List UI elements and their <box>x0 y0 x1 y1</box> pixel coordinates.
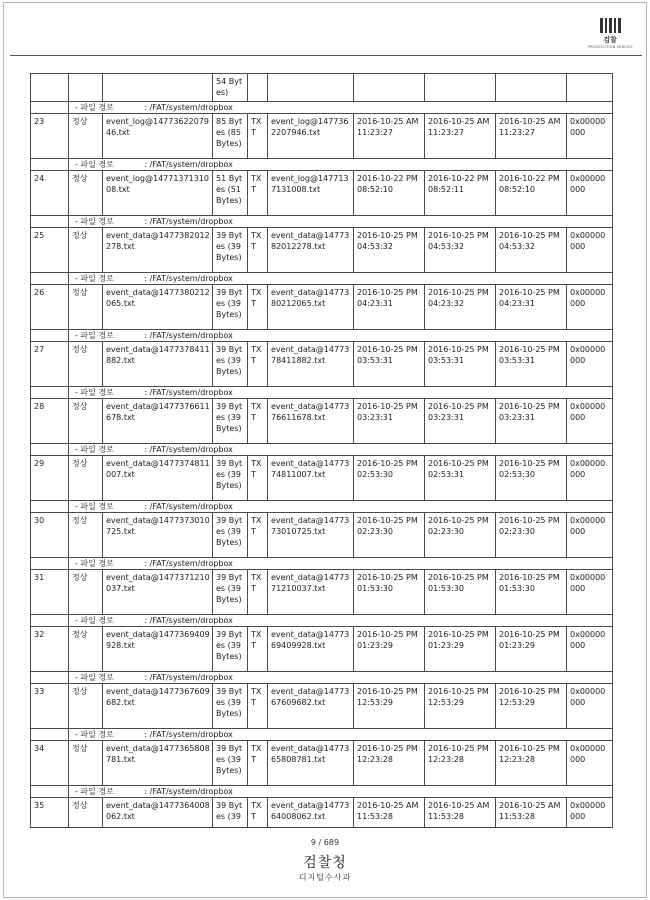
table-row <box>31 398 613 443</box>
created-time-cell: 2016-10-25 PM 03:53:31 <box>354 341 425 386</box>
path-separator: : <box>144 729 148 739</box>
modified-time-cell: 2016-10-25 PM 01:53:30 <box>425 569 496 614</box>
accessed-time-cell: 2016-10-25 PM 02:53:30 <box>496 455 567 500</box>
row-number-cell: 23 <box>31 113 69 158</box>
table-row <box>31 284 613 329</box>
size-cell: 39 Bytes (39 Bytes) <box>213 512 248 557</box>
extension-cell: TXT <box>248 227 268 272</box>
extension-cell: TXT <box>248 569 268 614</box>
original-name-cell: event_data@1477365808781.txt <box>268 740 354 785</box>
attribute-cell: 0x00000000 <box>567 341 613 386</box>
file-path-cell <box>69 272 613 284</box>
path-value: /FAT/system/dropbox <box>149 102 233 112</box>
extension-cell: TXT <box>248 455 268 500</box>
file-name-cell: event_data@1477378411882.txt <box>103 341 213 386</box>
path-separator: : <box>144 672 148 682</box>
path-separator: : <box>144 216 148 226</box>
size-cell: 39 Bytes (39 Bytes) <box>213 398 248 443</box>
row-number-cell: 27 <box>31 341 69 386</box>
row-number-cell: 35 <box>31 797 69 827</box>
extension-cell: TXT <box>248 683 268 728</box>
path-value: /FAT/system/dropbox <box>149 729 233 739</box>
extension-cell: TXT <box>248 113 268 158</box>
extension-cell: TXT <box>248 284 268 329</box>
modified-time-cell: 2016-10-22 PM 08:52:11 <box>425 170 496 215</box>
path-separator: : <box>144 273 148 283</box>
file-name-cell: event_data@1477367609682.txt <box>103 683 213 728</box>
modified-time-cell: 2016-10-25 PM 03:53:31 <box>425 341 496 386</box>
attribute-cell: 0x00000000 <box>567 113 613 158</box>
accessed-time-cell: 2016-10-25 PM 12:23:28 <box>496 740 567 785</box>
created-time-cell: 2016-10-25 AM 11:53:28 <box>354 797 425 827</box>
accessed-time-cell: 2016-10-25 PM 01:23:29 <box>496 626 567 671</box>
continuation-row <box>31 74 613 102</box>
modified-time-cell: 2016-10-25 PM 03:23:31 <box>425 398 496 443</box>
status-cell: 정상 <box>69 227 103 272</box>
path-label: - 파일 경로 <box>75 672 114 682</box>
path-separator: : <box>144 330 148 340</box>
path-separator: : <box>144 159 148 169</box>
size-cell: 39 Bytes (39 <box>213 797 248 827</box>
logo-text: 검찰 <box>603 36 617 44</box>
original-name-cell: event_data@1477374811007.txt <box>268 455 354 500</box>
file-path-row <box>31 215 613 227</box>
accessed-time-cell: 2016-10-25 PM 12:53:29 <box>496 683 567 728</box>
file-path-row <box>31 386 613 398</box>
file-path-cell <box>69 386 613 398</box>
original-name-cell: event_data@1477382012278.txt <box>268 227 354 272</box>
status-cell: 정상 <box>69 683 103 728</box>
table-row <box>31 569 613 614</box>
path-value: /FAT/system/dropbox <box>149 501 233 511</box>
status-cell: 정상 <box>69 626 103 671</box>
path-value: /FAT/system/dropbox <box>149 558 233 568</box>
header-rule <box>10 55 642 56</box>
path-label: - 파일 경로 <box>75 786 114 796</box>
path-value: /FAT/system/dropbox <box>149 159 233 169</box>
file-name-cell: event_data@1477376611678.txt <box>103 398 213 443</box>
table-row <box>31 170 613 215</box>
file-name-cell: event_data@1477369409928.txt <box>103 626 213 671</box>
modified-time-cell: 2016-10-25 PM 04:23:32 <box>425 284 496 329</box>
file-path-row <box>31 329 613 341</box>
path-value: /FAT/system/dropbox <box>149 786 233 796</box>
created-time-cell: 2016-10-25 PM 04:53:32 <box>354 227 425 272</box>
file-path-row <box>31 101 613 113</box>
created-time-cell: 2016-10-25 PM 12:23:28 <box>354 740 425 785</box>
path-label: - 파일 경로 <box>75 330 114 340</box>
row-number-cell: 25 <box>31 227 69 272</box>
status-cell: 정상 <box>69 740 103 785</box>
path-label: - 파일 경로 <box>75 501 114 511</box>
file-path-cell <box>69 101 613 113</box>
modified-time-cell: 2016-10-25 PM 12:23:28 <box>425 740 496 785</box>
original-name-cell: event_data@1477369409928.txt <box>268 626 354 671</box>
page-number: 9 / 689 <box>310 838 340 847</box>
extension-cell: TXT <box>248 512 268 557</box>
table-row <box>31 341 613 386</box>
status-cell: 정상 <box>69 512 103 557</box>
path-value: /FAT/system/dropbox <box>149 273 233 283</box>
created-time-cell: 2016-10-25 PM 01:23:29 <box>354 626 425 671</box>
file-path-cell <box>69 614 613 626</box>
logo-bars-icon <box>588 18 632 33</box>
file-name-cell: event_data@1477371210037.txt <box>103 569 213 614</box>
original-name-cell: event_data@1477380212065.txt <box>268 284 354 329</box>
path-separator: : <box>144 786 148 796</box>
file-path-row <box>31 614 613 626</box>
file-name-cell: event_data@1477374811007.txt <box>103 455 213 500</box>
file-path-row <box>31 272 613 284</box>
file-path-row <box>31 728 613 740</box>
accessed-time-cell: 2016-10-25 PM 01:53:30 <box>496 569 567 614</box>
path-label: - 파일 경로 <box>75 558 114 568</box>
row-number-cell: 29 <box>31 455 69 500</box>
accessed-time-cell: 2016-10-25 AM 11:53:28 <box>496 797 567 827</box>
attribute-cell: 0x00000000 <box>567 740 613 785</box>
attribute-cell: 0x00000000 <box>567 455 613 500</box>
size-cell: 39 Bytes (39 Bytes) <box>213 341 248 386</box>
accessed-time-cell: 2016-10-25 PM 03:53:31 <box>496 341 567 386</box>
original-name-cell: event_data@1477371210037.txt <box>268 569 354 614</box>
file-name-cell: event_data@1477382012278.txt <box>103 227 213 272</box>
size-cell: 85 Bytes (85 Bytes) <box>213 113 248 158</box>
logo-subtext: PROSECUTION SERVICE <box>588 45 633 49</box>
status-cell: 정상 <box>69 398 103 443</box>
file-name-cell: event_data@1477365808781.txt <box>103 740 213 785</box>
modified-time-cell: 2016-10-25 PM 02:23:30 <box>425 512 496 557</box>
path-label: - 파일 경로 <box>75 273 114 283</box>
original-name-cell: event_log@1477362207946.txt <box>268 113 354 158</box>
status-cell: 정상 <box>69 113 103 158</box>
file-path-row <box>31 158 613 170</box>
original-name-cell: event_data@1477378411882.txt <box>268 341 354 386</box>
file-path-cell <box>69 557 613 569</box>
row-number-cell: 34 <box>31 740 69 785</box>
original-name-cell: event_data@1477373010725.txt <box>268 512 354 557</box>
accessed-time-cell: 2016-10-22 PM 08:52:10 <box>496 170 567 215</box>
prosecution-logo <box>588 18 632 52</box>
file-path-cell <box>69 500 613 512</box>
attribute-cell: 0x00000000 <box>567 797 613 827</box>
file-path-cell <box>69 728 613 740</box>
status-cell: 정상 <box>69 569 103 614</box>
status-cell: 정상 <box>69 341 103 386</box>
file-name-cell: event_log@1477137131008.txt <box>103 170 213 215</box>
extension-cell: TXT <box>248 170 268 215</box>
row-number-cell: 32 <box>31 626 69 671</box>
path-label: - 파일 경로 <box>75 615 114 625</box>
size-cell: 54 Bytes) <box>213 74 248 102</box>
path-value: /FAT/system/dropbox <box>149 672 233 682</box>
size-cell: 39 Bytes (39 Bytes) <box>213 227 248 272</box>
accessed-time-cell: 2016-10-25 AM 11:23:27 <box>496 113 567 158</box>
file-name-cell: event_data@1477380212065.txt <box>103 284 213 329</box>
row-number-cell: 33 <box>31 683 69 728</box>
row-number-cell: 24 <box>31 170 69 215</box>
created-time-cell: 2016-10-25 PM 12:53:29 <box>354 683 425 728</box>
table-row <box>31 683 613 728</box>
file-path-cell <box>69 785 613 797</box>
extension-cell: TXT <box>248 341 268 386</box>
file-path-row <box>31 671 613 683</box>
path-label: - 파일 경로 <box>75 102 114 112</box>
attribute-cell: 0x00000000 <box>567 512 613 557</box>
table-row <box>31 455 613 500</box>
modified-time-cell: 2016-10-25 PM 02:53:31 <box>425 455 496 500</box>
file-name-cell: event_data@1477364008062.txt <box>103 797 213 827</box>
attribute-cell: 0x00000000 <box>567 227 613 272</box>
row-number-cell: 30 <box>31 512 69 557</box>
modified-time-cell: 2016-10-25 AM 11:23:27 <box>425 113 496 158</box>
status-cell: 정상 <box>69 797 103 827</box>
size-cell: 51 Bytes (51 Bytes) <box>213 170 248 215</box>
attribute-cell: 0x00000000 <box>567 284 613 329</box>
footer-dept: 디지털수사과 <box>298 873 352 882</box>
size-cell: 39 Bytes (39 Bytes) <box>213 569 248 614</box>
path-separator: : <box>144 615 148 625</box>
file-path-row <box>31 785 613 797</box>
path-separator: : <box>144 387 148 397</box>
original-name-cell: event_data@1477376611678.txt <box>268 398 354 443</box>
path-separator: : <box>144 102 148 112</box>
status-cell: 정상 <box>69 455 103 500</box>
attribute-cell: 0x00000000 <box>567 683 613 728</box>
accessed-time-cell: 2016-10-25 PM 04:53:32 <box>496 227 567 272</box>
file-name-cell: event_data@1477373010725.txt <box>103 512 213 557</box>
path-value: /FAT/system/dropbox <box>149 216 233 226</box>
created-time-cell: 2016-10-25 PM 04:23:31 <box>354 284 425 329</box>
created-time-cell: 2016-10-25 PM 01:53:30 <box>354 569 425 614</box>
status-cell: 정상 <box>69 170 103 215</box>
modified-time-cell: 2016-10-25 PM 12:53:29 <box>425 683 496 728</box>
footer-org: 검찰청 <box>303 855 347 871</box>
table-row <box>31 512 613 557</box>
attribute-cell: 0x00000000 <box>567 626 613 671</box>
created-time-cell: 2016-10-22 PM 08:52:10 <box>354 170 425 215</box>
file-path-cell <box>69 215 613 227</box>
file-path-row <box>31 443 613 455</box>
file-name-cell: event_log@1477362207946.txt <box>103 113 213 158</box>
row-number-cell: 28 <box>31 398 69 443</box>
file-path-cell <box>69 158 613 170</box>
extension-cell: TXT <box>248 398 268 443</box>
path-value: /FAT/system/dropbox <box>149 387 233 397</box>
modified-time-cell: 2016-10-25 PM 04:53:32 <box>425 227 496 272</box>
extension-cell: TXT <box>248 626 268 671</box>
accessed-time-cell: 2016-10-25 PM 03:23:31 <box>496 398 567 443</box>
created-time-cell: 2016-10-25 AM 11:23:27 <box>354 113 425 158</box>
modified-time-cell: 2016-10-25 AM 11:53:28 <box>425 797 496 827</box>
created-time-cell: 2016-10-25 PM 02:23:30 <box>354 512 425 557</box>
modified-time-cell: 2016-10-25 PM 01:23:29 <box>425 626 496 671</box>
accessed-time-cell: 2016-10-25 PM 04:23:31 <box>496 284 567 329</box>
size-cell: 39 Bytes (39 Bytes) <box>213 740 248 785</box>
table-row <box>31 227 613 272</box>
file-records-table <box>30 73 613 828</box>
path-label: - 파일 경로 <box>75 444 114 454</box>
size-cell: 39 Bytes (39 Bytes) <box>213 284 248 329</box>
file-path-cell <box>69 443 613 455</box>
size-cell: 39 Bytes (39 Bytes) <box>213 626 248 671</box>
accessed-time-cell: 2016-10-25 PM 02:23:30 <box>496 512 567 557</box>
original-name-cell: event_data@1477367609682.txt <box>268 683 354 728</box>
path-separator: : <box>144 444 148 454</box>
attribute-cell: 0x00000000 <box>567 398 613 443</box>
size-cell: 39 Bytes (39 Bytes) <box>213 683 248 728</box>
file-path-cell <box>69 329 613 341</box>
path-label: - 파일 경로 <box>75 159 114 169</box>
path-value: /FAT/system/dropbox <box>149 615 233 625</box>
path-label: - 파일 경로 <box>75 216 114 226</box>
file-path-cell <box>69 671 613 683</box>
row-number-cell: 31 <box>31 569 69 614</box>
created-time-cell: 2016-10-25 PM 03:23:31 <box>354 398 425 443</box>
extension-cell: TXT <box>248 797 268 827</box>
table-row <box>31 626 613 671</box>
status-cell: 정상 <box>69 284 103 329</box>
attribute-cell: 0x00000000 <box>567 569 613 614</box>
table-row <box>31 797 613 827</box>
attribute-cell: 0x00000000 <box>567 170 613 215</box>
extension-cell: TXT <box>248 740 268 785</box>
created-time-cell: 2016-10-25 PM 02:53:30 <box>354 455 425 500</box>
table-row <box>31 113 613 158</box>
path-separator: : <box>144 501 148 511</box>
path-label: - 파일 경로 <box>75 729 114 739</box>
file-path-row <box>31 500 613 512</box>
size-cell: 39 Bytes (39 Bytes) <box>213 455 248 500</box>
row-number-cell: 26 <box>31 284 69 329</box>
original-name-cell: event_log@1477137131008.txt <box>268 170 354 215</box>
file-path-row <box>31 557 613 569</box>
path-label: - 파일 경로 <box>75 387 114 397</box>
path-separator: : <box>144 558 148 568</box>
path-value: /FAT/system/dropbox <box>149 330 233 340</box>
original-name-cell: event_data@1477364008062.txt <box>268 797 354 827</box>
path-value: /FAT/system/dropbox <box>149 444 233 454</box>
table-row <box>31 740 613 785</box>
